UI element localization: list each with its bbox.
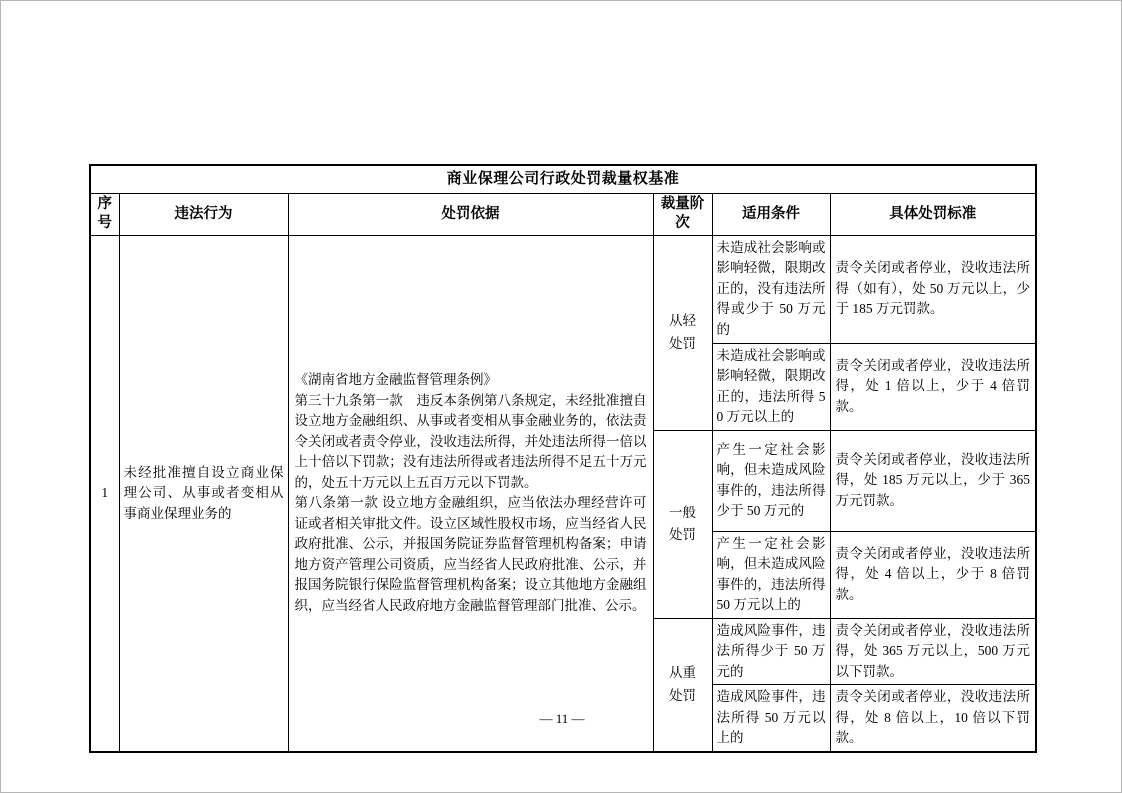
standard-light-1: 责令关闭或者停业，没收违法所得（如有），处 50 万元以上，少于 185 万元罚款。 xyxy=(830,235,1036,343)
row-index: 1 xyxy=(90,235,119,751)
condition-light-2: 未造成社会影响或影响轻微，限期改正的，违法所得 50 万元以上的 xyxy=(712,343,830,430)
col-header-standard: 具体处罚标准 xyxy=(830,193,1036,235)
basis-article-8: 第八条第一款 设立地方金融组织，应当依法办理经营许可证或者相关审批文件。设立区域性股权市场，应当经省人民政府批准、公示，并报国务院证券监督管理机构备案；申请地方资产管理公司资质，应当经省人民政府批准、公示，并报国务院银行保险监督管理机构备案；设立其他地方金融组织，应当经省人民政府地方金融监督管理部门批准、公示。 xyxy=(294,495,647,613)
col-header-violation: 违法行为 xyxy=(119,193,288,235)
level-light xyxy=(653,235,712,430)
condition-light-1: 未造成社会影响或影响轻微，限期改正的，没有违法所得或少于 50 万元的 xyxy=(712,235,830,343)
penalty-discretion-table xyxy=(89,164,1037,753)
col-header-condition: 适用条件 xyxy=(712,193,830,235)
penalty-basis xyxy=(288,235,653,751)
basis-regulation-title: 《湖南省地方金融监督管理条例》 xyxy=(294,372,497,388)
condition-general-2: 产生一定社会影响，但未造成风险事件的，违法所得 50 万元以上的 xyxy=(712,531,830,618)
col-header-level: 裁量阶次 xyxy=(653,193,712,235)
violation-text: 未经批准擅自设立商业保理公司、从事或者变相从事商业保理业务的 xyxy=(119,235,288,751)
basis-article-39: 第三十九条第一款 违反本条例第八条规定，未经批准擅自设立地方金融组织、从事或者变相从事金融业务的，依法责令关闭或者责令停业，没收违法所得，并处违法所得一倍以上十倍以下罚款；没有违法所得或者违法所得不足五十万元的，处五十万元以上五百万元以下罚款。 xyxy=(294,392,647,490)
col-header-index: 序号 xyxy=(90,193,119,235)
level-general xyxy=(653,430,712,618)
level-heavy-label: 从重处罚 xyxy=(669,665,696,703)
table-title: 商业保理公司行政处罚裁量权基准 xyxy=(90,165,1036,193)
table-row xyxy=(90,235,1036,343)
condition-heavy-2: 造成风险事件，违法所得 50 万元以上的 xyxy=(712,685,830,752)
standard-heavy-1: 责令关闭或者停业，没收违法所得，处 365 万元以上，500 万元以下罚款。 xyxy=(830,618,1036,685)
page-number: — 11 — xyxy=(539,711,585,726)
level-general-label: 一般处罚 xyxy=(669,504,696,543)
standard-general-1: 责令关闭或者停业，没收违法所得，处 185 万元以上，少于 365 万元罚款。 xyxy=(830,430,1036,531)
level-heavy xyxy=(653,618,712,752)
col-header-basis: 处罚依据 xyxy=(288,193,653,235)
level-light-label: 从轻处罚 xyxy=(669,313,696,351)
standard-heavy-2: 责令关闭或者停业，没收违法所得，处 8 倍以上，10 倍以下罚款。 xyxy=(830,685,1036,752)
condition-general-1: 产生一定社会影响，但未造成风险事件的，违法所得少于 50 万元的 xyxy=(712,430,830,531)
condition-heavy-1: 造成风险事件，违法所得少于 50 万元的 xyxy=(712,618,830,685)
standard-light-2: 责令关闭或者停业，没收违法所得，处 1 倍以上，少于 4 倍罚款。 xyxy=(830,343,1036,430)
standard-general-2: 责令关闭或者停业，没收违法所得，处 4 倍以上，少于 8 倍罚款。 xyxy=(830,531,1036,618)
